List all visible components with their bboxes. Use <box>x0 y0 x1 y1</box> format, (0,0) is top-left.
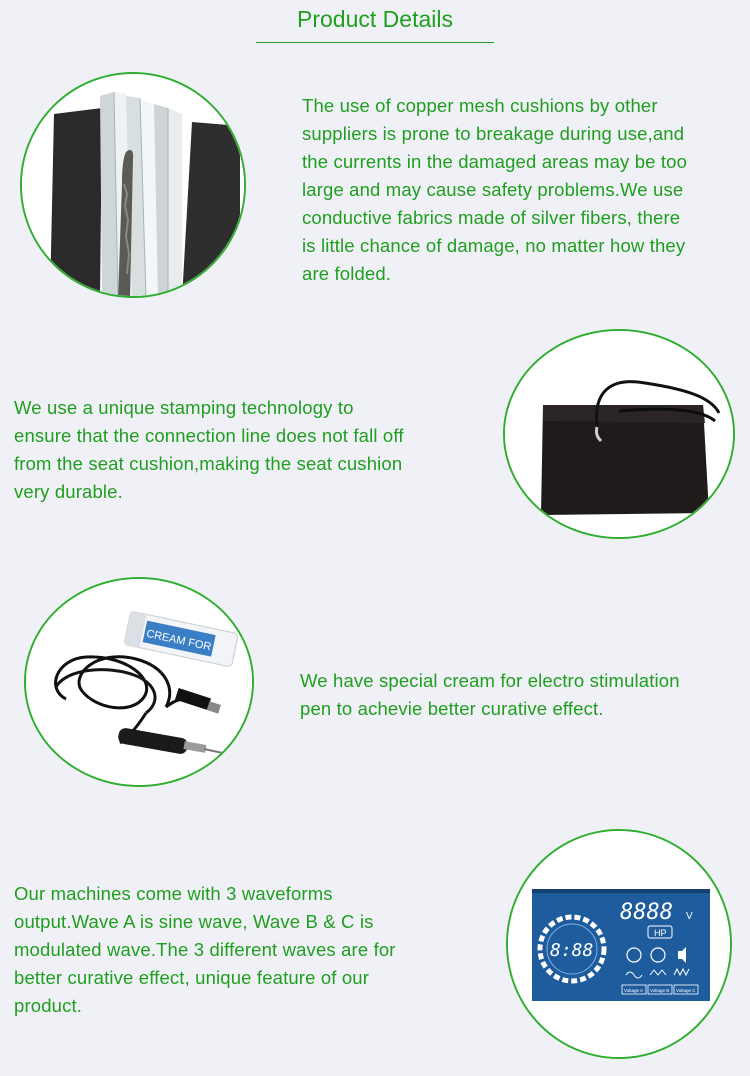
text-line: large and may cause safety problems.We use <box>302 179 684 200</box>
seat-cushion-image <box>505 331 733 537</box>
section-4-text <box>14 880 396 1020</box>
section-2-text <box>14 394 404 506</box>
text-line: from the seat cushion,making the seat cushion <box>14 453 403 474</box>
text-line: are folded. <box>302 263 392 284</box>
text-line: Our machines come with 3 waveforms <box>14 883 333 904</box>
fabric-image-circle <box>20 72 246 298</box>
page-title: Product Details <box>297 6 453 32</box>
stimulation-pen-image <box>26 579 252 785</box>
voltage-readout: 8888 <box>620 900 673 925</box>
section-3-text <box>300 667 680 723</box>
voltage-c-button: Voltage C <box>676 988 696 993</box>
text-line: modulated wave.The 3 different waves are for <box>14 939 396 960</box>
text-line: product. <box>14 995 83 1016</box>
text-line: We have special cream for electro stimulation <box>300 670 680 691</box>
text-line: is little chance of damage, no matter how they <box>302 235 686 256</box>
text-line: suppliers is prone to breakage during use,and <box>302 123 685 144</box>
text-line: ensure that the connection line does not fall off <box>14 425 404 446</box>
pen-image-circle <box>24 577 254 787</box>
control-panel-image <box>508 831 730 1057</box>
text-line: The use of copper mesh cushions by other <box>302 95 658 116</box>
text-line: better curative effect, unique feature of our <box>14 967 370 988</box>
title-underline <box>256 42 494 43</box>
text-line: output.Wave A is sine wave, Wave B & C is <box>14 911 374 932</box>
timer-readout: 8:88 <box>550 940 594 961</box>
voltage-b-button: Voltage B <box>650 988 670 993</box>
text-line: the currents in the damaged areas may be too <box>302 151 688 172</box>
hp-label: HP <box>654 928 667 938</box>
cream-tube-label: CREAM FOR <box>145 627 213 654</box>
voltage-unit: V <box>686 911 693 922</box>
cushion-image-circle <box>503 329 735 539</box>
conductive-fabric-image <box>22 74 244 296</box>
text-line: pen to achevie better curative effect. <box>300 698 604 719</box>
text-line: very durable. <box>14 481 123 502</box>
voltage-a-button: Voltage A <box>624 988 644 993</box>
text-line: conductive fabrics made of silver fibers, there <box>302 207 681 228</box>
panel-image-circle <box>506 829 732 1059</box>
section-1-text <box>302 92 687 288</box>
text-line: We use a unique stamping technology to <box>14 397 354 418</box>
